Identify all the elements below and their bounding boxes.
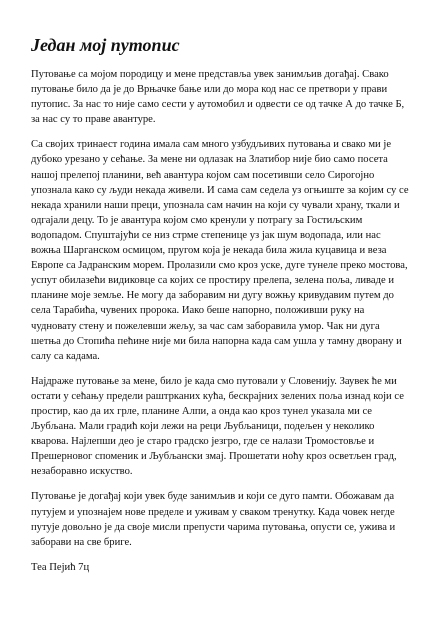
author-signature: Теа Пејић 7ц [31,561,90,573]
document-page [31,34,411,575]
paragraph-serbia-travels: Са својих тринаест година имала сам много узбудљивих путовања и свако ми је дубоко урезано у сећање. За мене ни одлазак на Златибор није био само посета нашој прелепој планини, већ авантура којом сам посетивши село Сирогојно упознала како су људи некада живели. И сама сам седела уз огњиште за којим су се некада хранили наши преци, упознала сам начин на који су чували храну, ткали и одгајали децу. То је авантура којом смо кренули у потрагу за Гостиљским водопадом. Спуштајући се низ стрме степенице уз јак шум водопада, или нас вожња Шарганском осмицом, пругом која је некада била жила куцавица и веза Европе са Јадранским морем. Пролазили смо кроз уске, дуге тунеле преко мостова, успут обилазећи видиковце са којих се простиру прелепа, зелена поља, ливаде и планине моје земље. Не могу да заборавим ни дугу вожњу кривудавим путем до села Тарабића, чувених пророка. Иако беше напорно, положивши руку на чудновату стену и пожелевши жељу, за час сам заборавила умор. Чак ни дуга шетња до Стопића пећине није ми била напорна када сам ушла у тамну дворану и салу са кадама. [31,139,409,362]
paragraph-conclusion: Путовање је догађај који увек буде занимљив и који се дуго памти. Обожавам да путујем и упознајем нове пределе и уживам у сваком тренутку. Када човек негде путује довољно је да своје мисли препусти чарима путовања, опусти се, ужива и заборави на све бриге. [31,491,396,548]
document-title: Један мој путопис [31,35,180,55]
paragraph-slovenia: Најдраже путовање за мене, било је када смо путовали у Словенију. Заувек ће ми остати у сећању предели раштрканих кућа, бескрајних зелених поља изнад који се простир, као да их грле, планине Алпи, а онда као кроз тунел указала ми се Љубљана. Мали градић који лежи на реци Љубљаници, подељен у неколико кварова. Најлепши део је старо градско језгро, где се налази Тромостовље и Прешерновог споменик и Љубљански змај. Прошетати ноћу кроз осветљен град, незаборавно искуство. [31,375,404,478]
paragraph-intro: Путовање са мојом породицу и мене представља увек занимљив догађај. Свако путовање било да је до Врњачке бање или до мора код нас се претвори у прави путопис. За нас то није само сести у аутомобил и одвести се од тачке А до тачке Б, за нас су то праве авантуре. [31,69,405,126]
